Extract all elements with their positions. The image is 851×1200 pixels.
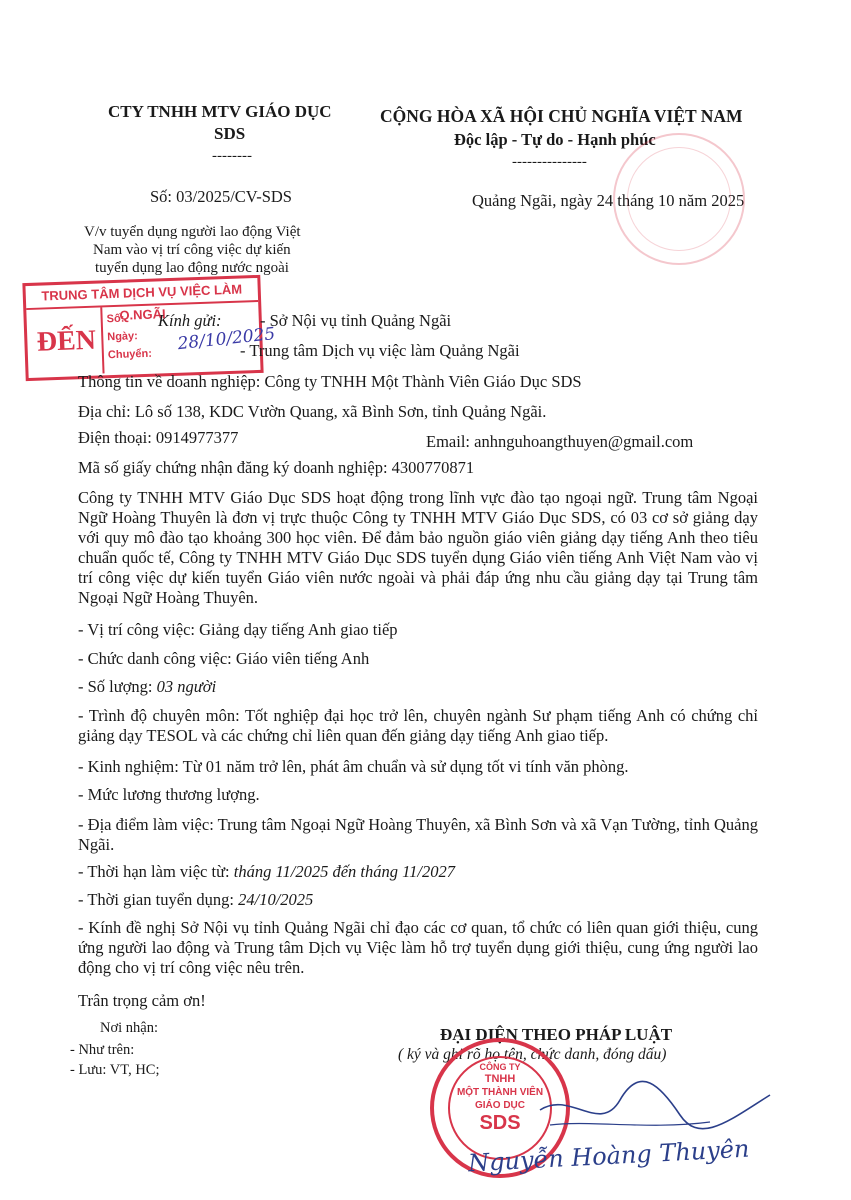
- nation-title: CỘNG HÒA XÃ HỘI CHỦ NGHĨA VIỆT NAM: [380, 106, 743, 126]
- place-date: Quảng Ngãi, ngày 24 tháng 10 năm 2025: [472, 191, 745, 210]
- request-paragraph: - Kính đề nghị Sở Nội vụ tỉnh Quảng Ngãi chỉ đạo các cơ quan, tổ chức có liên quan giới thiệu, cung ứng người lao động và Trung tâm Dịch vụ Việc làm hỗ trợ tuyển dụng giới thiệu, cung ứng người lao động cho vị trí công việc nêu trên.: [78, 918, 758, 977]
- job-qualification: - Trình độ chuyên môn: Tốt nghiệp đại học trở lên, chuyên ngành Sư phạm tiếng Anh có chứng chỉ giảng dạy TESOL và các chứng chỉ liên quan đến giảng dạy tiếng Anh giao tiếp.: [78, 706, 758, 745]
- incoming-stamp: [22, 275, 277, 381]
- job-location: - Địa điểm làm việc: Trung tâm Ngoại Ngữ Hoàng Thuyên, xã Bình Sơn và xã Vạn Tường, tỉnh Quảng Ngãi.: [78, 815, 758, 854]
- recipient-2: - Lưu: VT, HC;: [70, 1062, 160, 1078]
- recipient-1: - Như trên:: [70, 1042, 135, 1058]
- job-experience: - Kinh nghiệm: Từ 01 năm trở lên, phát âm chuẩn và sử dụng tốt vi tính văn phòng.: [78, 757, 629, 776]
- addressee-1: - Sở Nội vụ tỉnh Quảng Ngãi: [260, 311, 452, 330]
- thanks: Trân trọng cảm ơn!: [78, 991, 206, 1010]
- addressee-2: - Trung tâm Dịch vụ việc làm Quảng Ngãi: [240, 341, 520, 360]
- stamp-chuyen: Chuyển:: [107, 347, 153, 362]
- nation-motto: Độc lập - Tự do - Hạnh phúc: [454, 130, 656, 149]
- intro-paragraph: Công ty TNHH MTV Giáo Dục SDS hoạt động trong lĩnh vực đào tạo ngoại ngữ. Trung tâm Ngoại Ngữ Hoàng Thuyên là đơn vị trực thuộc Công ty TNHH MTV Giáo Dục SDS, có 03 cơ sở giảng dạy với quy mô đào tạo khoảng 300 học viên. Để đảm bảo nguồn giáo viên giảng dạy tiếng Anh theo tiêu chuẩn quốc tế, Công ty TNHH MTV Giáo Dục SDS tuyển dụng Giáo viên tiếng Anh Việt Nam vào vị trí công việc dự kiến tuyển Giáo viên nước ngoài và phải đáp ứng nhu cầu giảng dạy tại Trung tâm Ngoại Ngữ Hoàng Thuyên.: [78, 488, 758, 607]
- company-name-line2: SDS: [214, 124, 246, 143]
- job-term: [78, 862, 455, 882]
- stamp-den: ĐẾN: [30, 307, 104, 375]
- seal-line-4: GIÁO DỤC: [475, 1100, 525, 1111]
- term-label: - Thời hạn làm việc từ:: [78, 862, 234, 881]
- company-registration: Mã số giấy chứng nhận đăng ký doanh nghiệp: 4300770871: [78, 458, 475, 477]
- stamp-so: Số:: [106, 312, 125, 326]
- quantity-label: - Số lượng:: [78, 677, 157, 696]
- subject-line-1: V/v tuyển dụng người lao động Việt: [84, 224, 301, 240]
- job-salary: - Mức lương thương lượng.: [78, 785, 260, 804]
- company-phone: Điện thoại: 0914977377: [78, 428, 239, 447]
- job-position: - Vị trí công việc: Giảng dạy tiếng Anh giao tiếp: [78, 620, 398, 639]
- stamp-handwritten-date: 28/10/2025: [176, 324, 277, 355]
- kinh-gui-label: Kính gửi:: [158, 311, 222, 330]
- signature-name: Nguyễn Hoàng Thuyên: [467, 1134, 751, 1178]
- recipients-label: Nơi nhận:: [100, 1020, 159, 1036]
- company-info: Thông tin về doanh nghiệp: Công ty TNHH Một Thành Viên Giáo Dục SDS: [78, 372, 582, 391]
- company-email: Email: anhnguhoangthuyen@gmail.com: [426, 432, 694, 451]
- signature-note: ( ký và ghi rõ họ tên, chức danh, đóng dấu): [398, 1046, 667, 1063]
- seal-line-1: CÔNG TY: [479, 1062, 521, 1072]
- recruit-value: 24/10/2025: [238, 890, 314, 909]
- document-number: Số: 03/2025/CV-SDS: [150, 187, 292, 206]
- seal-line-5: SDS: [479, 1112, 521, 1134]
- signature-title: ĐẠI DIỆN THEO PHÁP LUẬT: [440, 1025, 673, 1044]
- quantity-value: 03 người: [156, 677, 217, 696]
- faint-seal: [613, 133, 745, 265]
- motto-divider: ---------------: [512, 154, 587, 170]
- subject-line-2: Nam vào vị trí công việc dự kiến: [93, 242, 291, 258]
- job-quantity: [78, 677, 216, 697]
- company-address: Địa chỉ: Lô số 138, KDC Vườn Quang, xã Bình Sơn, tỉnh Quảng Ngãi.: [78, 402, 547, 421]
- company-name-line1: CTY TNHH MTV GIÁO DỤC: [108, 102, 332, 121]
- term-value: tháng 11/2025 đến tháng 11/2027: [233, 862, 455, 881]
- recruit-time: [78, 890, 313, 910]
- subject-line-3: tuyển dụng lao động nước ngoài: [95, 260, 289, 276]
- stamp-ngay: Ngày:: [107, 330, 139, 344]
- seal-line-3: MỘT THÀNH VIÊN: [456, 1087, 544, 1098]
- seal-line-2: TNHH: [484, 1073, 516, 1085]
- stamp-org: TRUNG TÂM DỊCH VỤ VIỆC LÀM Q.NGÃI: [25, 278, 258, 310]
- job-title: - Chức danh công việc: Giáo viên tiếng Anh: [78, 649, 370, 668]
- recruit-label: - Thời gian tuyển dụng:: [78, 890, 239, 909]
- company-divider: --------: [212, 148, 252, 164]
